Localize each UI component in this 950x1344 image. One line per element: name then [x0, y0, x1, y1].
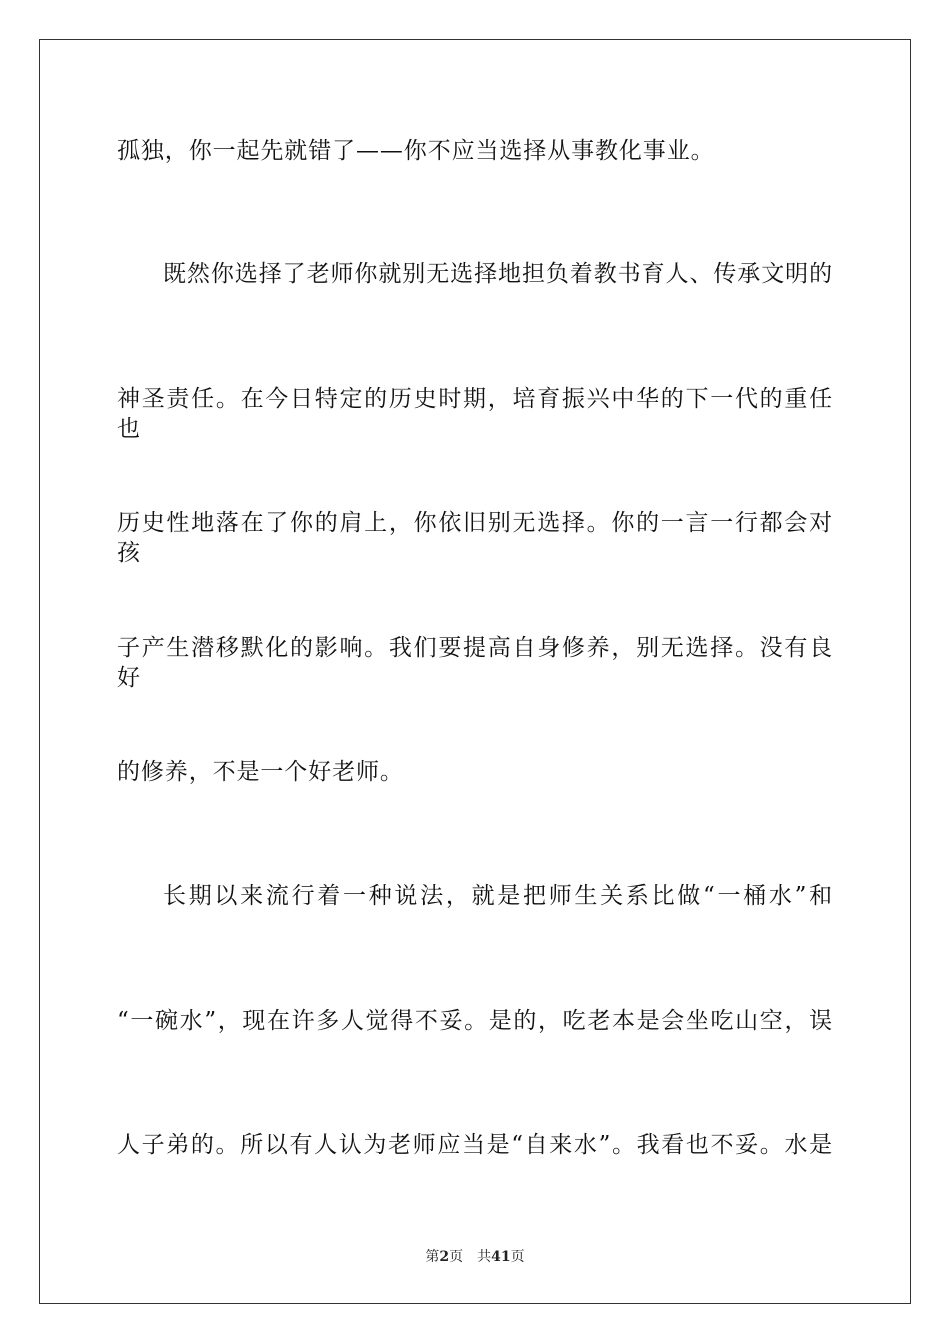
footer-page-number: 2	[439, 1249, 450, 1265]
text-line-7: 长期以来流行着一种说法，就是把师生关系比做“一桶水”和	[163, 883, 833, 909]
page-footer	[0, 1248, 950, 1266]
text-line-5: 子产生潜移默化的影响。我们要提高自身修养，别无选择。没有良好	[117, 635, 833, 691]
text-line-1: 孤独，你一起先就错了——你不应当选择从事教化事业。	[117, 138, 715, 164]
footer-total-prefix: 共	[477, 1249, 492, 1265]
text-line-4: 历史性地落在了你的肩上，你依旧别无选择。你的一言一行都会对孩	[117, 510, 833, 566]
text-line-8: “一碗水”，现在许多人觉得不妥。是的，吃老本是会坐吃山空，误	[117, 1008, 833, 1034]
text-line-9: 人子弟的。所以有人认为老师应当是“自来水”。我看也不妥。水是	[117, 1132, 833, 1158]
footer-total-suffix: 页	[510, 1249, 525, 1265]
footer-page-prefix: 第	[425, 1249, 440, 1265]
text-line-3: 神圣责任。在今日特定的历史时期，培育振兴中华的下一代的重任也	[117, 386, 833, 442]
text-line-2: 既然你选择了老师你就别无选择地担负着教书育人、传承文明的	[163, 261, 833, 287]
text-line-6: 的修养，不是一个好老师。	[117, 759, 404, 785]
footer-total-number: 41	[491, 1249, 511, 1265]
page-frame	[39, 39, 911, 1304]
footer-page-suffix: 页	[449, 1249, 464, 1265]
